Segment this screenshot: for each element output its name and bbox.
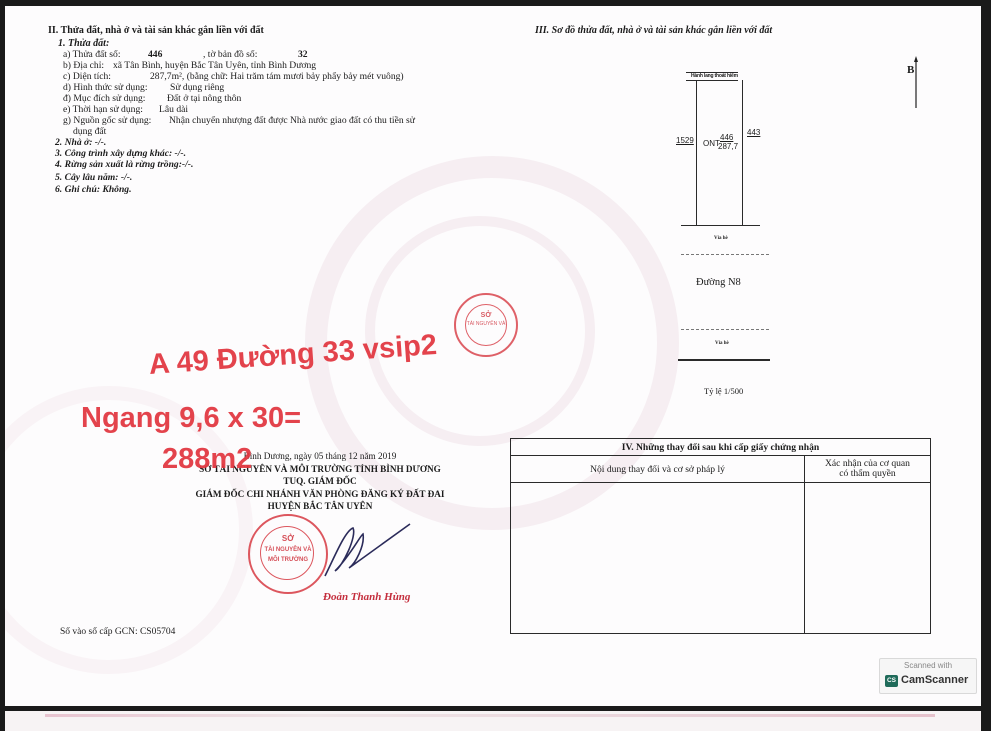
address-row xyxy=(63,60,316,71)
section3-title: III. Sơ đồ thửa đất, nhà ở và tài sản khác gắn liền với đất xyxy=(535,25,773,36)
address-value: xã Tân Bình, huyện Bắc Tân Uyên, tỉnh Bình Dương xyxy=(113,60,317,71)
origin-value-cont: dụng đất xyxy=(73,126,107,137)
origin-row xyxy=(63,115,415,126)
issue-date: Bình Dương, ngày 05 tháng 12 năm 2019 xyxy=(243,451,397,461)
road-edge-bottom xyxy=(681,329,769,330)
sidewalk-bottom-label: Vỉa hè xyxy=(715,341,729,346)
house-row: 2. Nhà ở: -/-. xyxy=(55,137,107,148)
authority-confirmation-cell xyxy=(805,483,931,634)
parcel-bottom-edge xyxy=(681,225,760,226)
overlay-dimensions-text: Ngang 9,6 x 30= xyxy=(81,402,302,434)
authorization-title: TUQ. GIÁM ĐỐC xyxy=(283,476,357,486)
corridor-label: Hành lang thoát hiểm xyxy=(691,73,738,79)
usage-purpose-row xyxy=(63,93,241,104)
sidewalk-top-label: Vỉa hè xyxy=(714,236,728,241)
map-sheet-number: 32 xyxy=(298,49,308,60)
overlay-address-text: A 49 Đường 33 vsip2 xyxy=(147,328,438,382)
usage-term-value: Lâu dài xyxy=(159,104,189,115)
other-construction-row: 3. Công trình xây dựng khác: -/-. xyxy=(55,148,187,159)
parcel-right-edge xyxy=(742,80,743,226)
right-neighbor-parcel: 443 xyxy=(747,128,761,137)
parcel-row xyxy=(63,49,308,60)
usage-term-row xyxy=(63,104,188,115)
camscanner-watermark xyxy=(879,658,977,694)
column-authority-confirmation xyxy=(805,456,931,483)
stamp-top-line1: SỞ xyxy=(480,312,492,319)
watermark-line2: CamScanner xyxy=(901,674,969,686)
camscanner-logo-icon: CS xyxy=(885,675,898,687)
stamp-top-line2: TÀI NGUYÊN VÀ xyxy=(466,321,506,327)
usage-term-label: e) Thời hạn sử dụng: xyxy=(63,104,143,115)
sidewalk-boundary-line xyxy=(678,359,770,361)
stamp-bottom-line2: TÀI NGUYÊN VÀ xyxy=(264,547,312,553)
address-label: b) Địa chỉ: xyxy=(63,60,105,71)
parcel-number: 446 xyxy=(148,49,163,60)
notes-row: 6. Ghi chú: Không. xyxy=(55,184,132,195)
north-label: B xyxy=(907,64,915,76)
parcel-area-diagram: 287,7 xyxy=(718,142,739,151)
branch-director-title: GIÁM ĐỐC CHI NHÁNH VĂN PHÒNG ĐĂNG KÝ ĐẤT ĐAI xyxy=(195,488,445,499)
certificate-page xyxy=(5,6,981,706)
usage-form-value: Sử dụng riêng xyxy=(170,82,225,93)
district-name: HUYỆN BẮC TÂN UYÊN xyxy=(267,501,373,511)
map-sheet-label: , tờ bản đồ số: xyxy=(203,49,258,60)
registry-number: Số vào sổ cấp GCN: CS05704 xyxy=(60,627,176,637)
land-heading: 1. Thửa đất: xyxy=(58,38,110,49)
area-row xyxy=(63,71,404,82)
stamp-bottom-line1: SỞ xyxy=(281,534,295,543)
official-stamp-top xyxy=(454,293,518,357)
column-authority-line1: Xác nhận của cơ quan xyxy=(825,458,910,469)
next-page-edge xyxy=(5,711,981,731)
stamp-bottom-line3: MÔI TRƯỜNG xyxy=(267,557,309,563)
section4-title: IV. Những thay đổi sau khi cấp giấy chứng nhận xyxy=(511,439,931,456)
parcel-number-diagram: 446 xyxy=(720,133,734,142)
parcel-code: ONT xyxy=(703,139,720,148)
origin-value: Nhận chuyển nhượng đất được Nhà nước giao đất có thu tiền sử xyxy=(169,115,415,126)
scale-label: Tỷ lệ 1/500 xyxy=(704,386,744,396)
corridor-line-bottom xyxy=(686,80,738,81)
overlay-area-text: 288m2 xyxy=(162,443,253,475)
usage-form-row xyxy=(63,82,224,93)
change-content-cell xyxy=(511,483,805,634)
signer-name: Đoàn Thanh Hùng xyxy=(323,591,411,603)
road-edge-top xyxy=(681,254,769,255)
parcel-label: a) Thửa đất số: xyxy=(63,49,121,60)
origin-label: g) Nguồn gốc sử dụng: xyxy=(63,115,152,126)
watermark-line1: Scanned with xyxy=(903,661,953,670)
column-authority-line2: có thẩm quyền xyxy=(839,468,896,479)
perennial-trees-row: 5. Cây lâu năm: -/-. xyxy=(55,172,133,183)
road-name: Đường N8 xyxy=(696,277,741,288)
usage-purpose-label: đ) Mục đích sử dụng: xyxy=(63,93,146,104)
section2-title: II. Thửa đất, nhà ở và tài sản khác gắn liền với đất xyxy=(48,25,264,36)
changes-table xyxy=(510,438,931,634)
usage-form-label: d) Hình thức sử dụng: xyxy=(63,82,148,93)
usage-purpose-value: Đất ở tại nông thôn xyxy=(167,93,242,104)
left-neighbor-parcel: 1529 xyxy=(676,136,694,145)
production-forest-row: 4. Rừng sản xuất là rừng trồng:-/-. xyxy=(55,159,194,170)
area-value: 287,7m², (bằng chữ: Hai trăm tám mươi bảy phẩy bảy mét vuông) xyxy=(150,71,404,82)
column-change-content: Nội dung thay đổi và cơ sở pháp lý xyxy=(511,456,805,483)
signature-scribble-icon xyxy=(305,516,415,591)
area-label: c) Diện tích: xyxy=(63,71,111,82)
department-name: SỞ TÀI NGUYÊN VÀ MÔI TRƯỜNG TỈNH BÌNH DƯƠNG xyxy=(199,463,441,474)
parcel-left-edge xyxy=(696,80,697,226)
